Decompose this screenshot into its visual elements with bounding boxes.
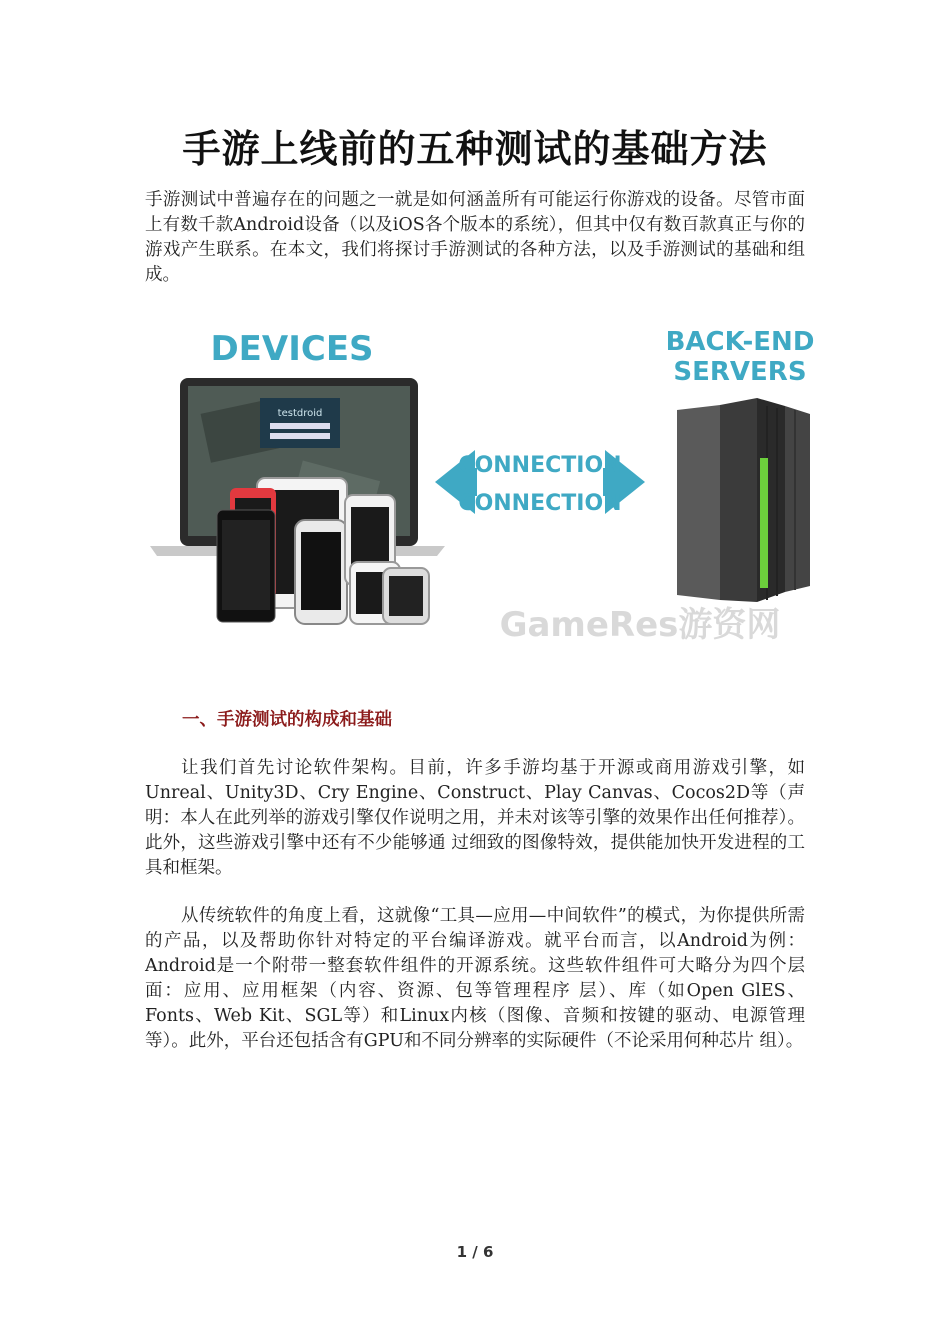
servers-label-line1: BACK-END bbox=[665, 327, 815, 357]
section-paragraph-1: 让我们首先讨论软件架构。目前，许多手游均基于开源或商用游戏引擎，如Unreal、Unity3D、Cry Engine、Construct、Play Canvas、Cocos2D等（声明：本人在此列举的游戏引擎仅作说明之用，并未对该等引擎的效果作出任何推荐）。此外，这些游戏引擎中还有不少能够通 过细致的图像特效，提供能加快开发进程的工具和框架。 bbox=[145, 758, 805, 878]
intro-paragraph: 手游测试中普遍存在的问题之一就是如何涵盖所有可能运行你游戏的设备。尽管市面上有数千款Android设备（以及iOS各个版本的系统），但其中仅有数百款真正与你的游戏产生联系。在本文，我们将探讨手游测试的各种方法，以及手游测试的基础和组成。 bbox=[145, 190, 805, 285]
section-paragraph-2: 从传统软件的角度上看，这就像“工具—应用—中间软件”的模式，为你提供所需的产品，以及帮助你针对特定的平台编译游戏。就平台而言，以Android为例：Android是一个附带一整套软件组件的开源系统。这些软件组件可大略分为四个层面：应用、应用框架（内容、资源、包等管理程序 层）、库（如Open GlES、Fonts、Web Kit、SGL等）和Linux内核（图像、音频和按键的驱动、电源管理等）。此外，平台还包括含有GPU和不同分辨率的实际硬件（不论采用何种芯片 组）。 bbox=[145, 906, 805, 1051]
watermark: GameRes游资网 bbox=[499, 605, 781, 645]
server-tower-icon bbox=[677, 398, 810, 602]
connection-label-bottom: CONNECTION bbox=[458, 491, 622, 516]
connection-arrows bbox=[435, 450, 645, 516]
server-led-icon bbox=[760, 458, 768, 588]
document-title: 手游上线前的五种测试的基础方法 bbox=[182, 127, 768, 171]
connection-label-top: CONNECTION bbox=[458, 453, 622, 478]
page-number: 1 / 6 bbox=[456, 1243, 494, 1261]
architecture-figure bbox=[145, 310, 825, 655]
servers-label-line2: SERVERS bbox=[673, 357, 807, 387]
section-heading: 一、手游测试的构成和基础 bbox=[182, 710, 392, 730]
screen-brand: testdroid bbox=[277, 408, 323, 419]
devices-servers-illustration bbox=[145, 310, 825, 655]
devices-label: DEVICES bbox=[210, 329, 374, 369]
